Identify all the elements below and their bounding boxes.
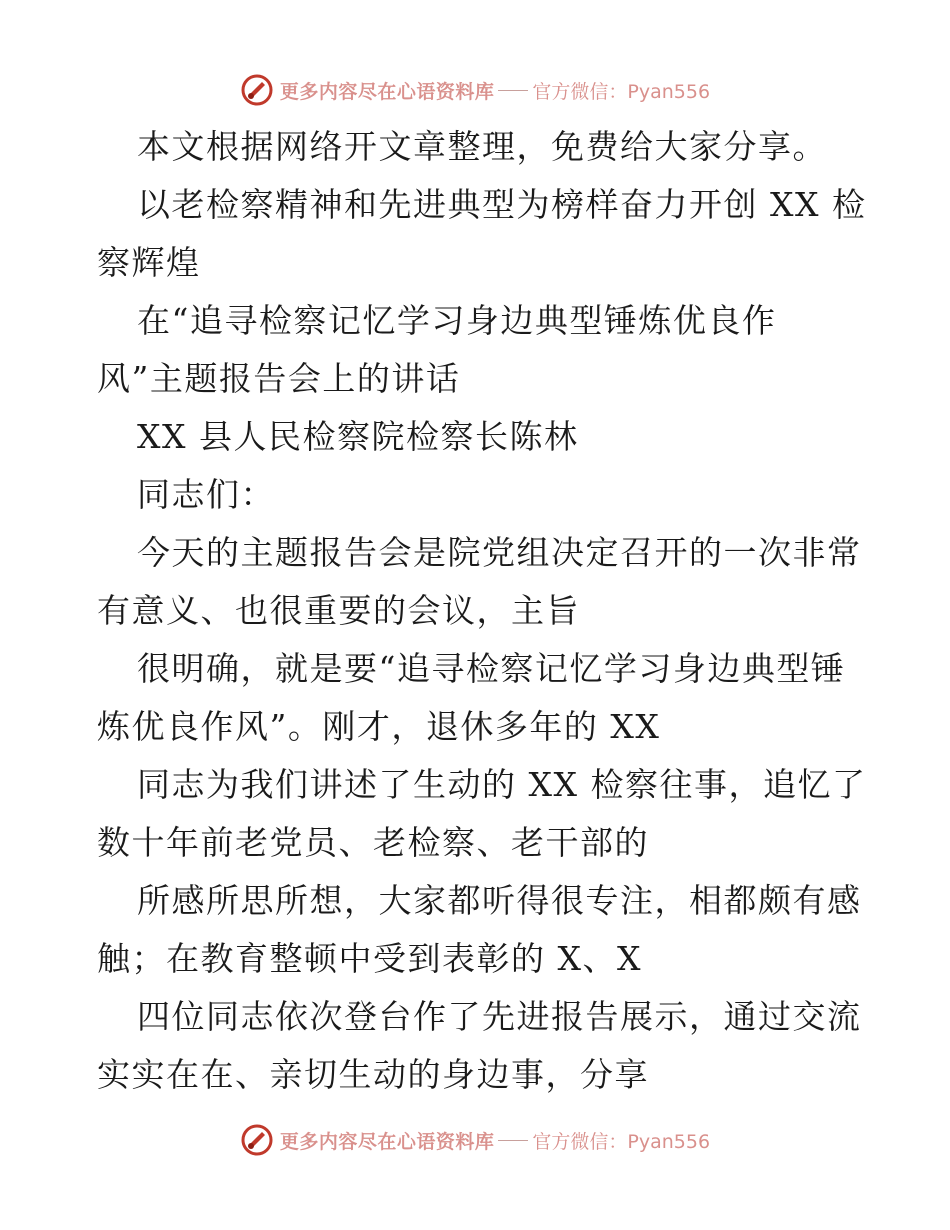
brand-text: 更多内容尽在心语资料库: [279, 80, 495, 103]
text-line: 在“追寻检察记忆学习身边典型锤炼优良作: [137, 301, 777, 340]
brand-logo-icon: [240, 1123, 274, 1157]
divider-dash: [498, 1140, 528, 1141]
text-line: 数十年前老党员、老检察、老干部的: [97, 823, 649, 862]
text-line: 所感所思所想，大家都听得很专注，相都颇有感: [137, 881, 862, 920]
footer-watermark: [0, 1120, 950, 1160]
document-body: [97, 118, 867, 1104]
text-line: 很明确，就是要“追寻检察记忆学习身边典型锤: [137, 649, 846, 688]
text-line: 今天的主题报告会是院党组决定召开的一次非常: [137, 533, 862, 572]
text-line: 风”主题报告会上的讲话: [97, 359, 461, 398]
text-line: 同志们：: [137, 475, 275, 514]
wechat-text: 官方微信：Pyan556: [532, 80, 711, 103]
text-line: 察辉煌: [97, 243, 201, 282]
wechat-text: 官方微信：Pyan556: [532, 1130, 711, 1153]
text-line: 实实在在、亲切生动的身边事，分享: [97, 1055, 649, 1094]
brand-text: 更多内容尽在心语资料库: [279, 1130, 495, 1153]
header-watermark: [0, 70, 950, 110]
text-line: 以老检察精神和先进典型为榜样奋力开创 XX 检: [137, 185, 867, 224]
text-line: 触；在教育整顿中受到表彰的 X、X: [97, 939, 642, 978]
text-line: 炼优良作风”。刚才，退休多年的 XX: [97, 707, 661, 746]
text-line: 同志为我们讲述了生动的 XX 检察往事，追忆了: [137, 765, 867, 804]
text-line: 本文根据网络开文章整理，免费给大家分享。: [137, 127, 827, 166]
text-line: XX 县人民检察院检察长陈林: [137, 417, 579, 456]
divider-dash: [498, 90, 528, 91]
text-line: 四位同志依次登台作了先进报告展示，通过交流: [137, 997, 862, 1036]
brand-logo-icon: [240, 73, 274, 107]
text-line: 有意义、也很重要的会议，主旨: [97, 591, 580, 630]
